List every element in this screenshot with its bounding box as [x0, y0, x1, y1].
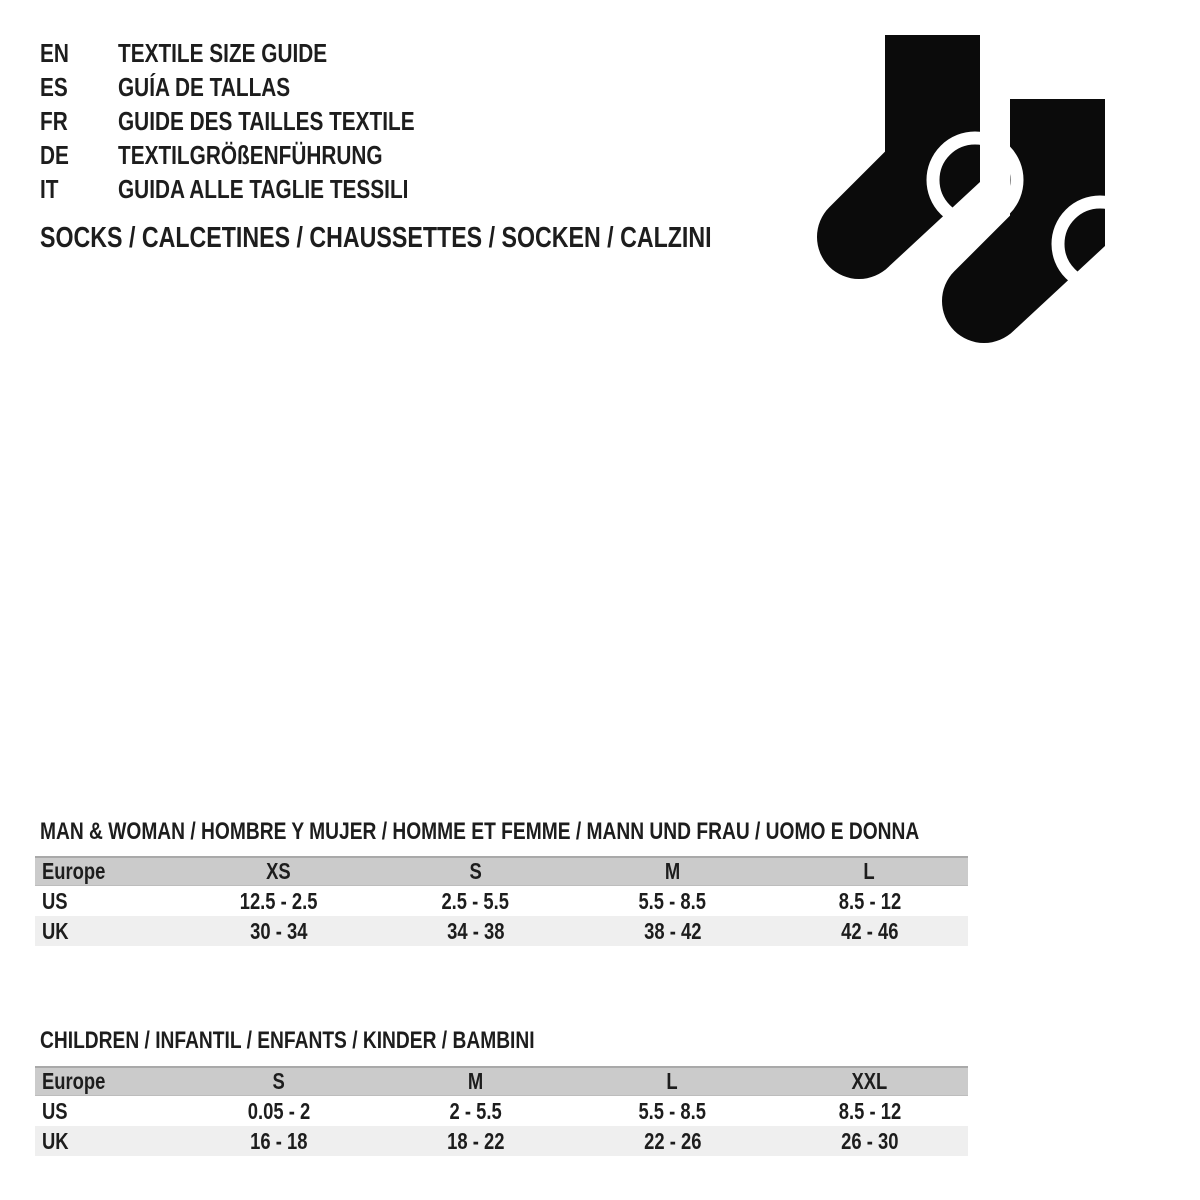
table-row-uk: [35, 916, 968, 946]
size-value: 0.05 - 2: [247, 1097, 310, 1124]
table-row-us: [35, 1096, 968, 1126]
product-heading-text: SOCKS / CALCETINES / CHAUSSETTES / SOCKEN / CALZINI: [40, 222, 712, 254]
size-value: 2 - 5.5: [449, 1097, 502, 1124]
language-row-en: [40, 36, 489, 70]
size-table-adult: [35, 856, 968, 946]
region-label: UK: [42, 917, 69, 944]
sock-back: [817, 35, 980, 279]
table-row-us: [35, 886, 968, 916]
column-header: L: [666, 1067, 679, 1094]
language-list: [40, 36, 489, 206]
size-value: 16 - 18: [249, 1127, 308, 1154]
language-row-es: [40, 70, 489, 104]
region-label: UK: [42, 1127, 69, 1154]
language-label: GUIDE DES TAILLES TEXTILE: [118, 105, 415, 136]
language-row-fr: [40, 104, 489, 138]
size-value: 18 - 22: [446, 1127, 505, 1154]
language-label: GUIDA ALLE TAGLIE TESSILI: [118, 173, 409, 204]
region-label: US: [42, 887, 68, 914]
size-value: 26 - 30: [840, 1127, 899, 1154]
column-header: M: [664, 857, 681, 884]
size-value: 22 - 26: [643, 1127, 702, 1154]
size-value: 5.5 - 8.5: [638, 1097, 707, 1124]
size-value: 2.5 - 5.5: [441, 887, 510, 914]
table-title-adult: MAN & WOMAN / HOMBRE Y MUJER / HOMME ET FEMME / MANN UND FRAU / UOMO E DONNA: [40, 818, 920, 845]
column-header: Europe: [42, 1067, 106, 1094]
size-value: 8.5 - 12: [838, 887, 901, 914]
table-row-uk: [35, 1126, 968, 1156]
language-row-de: [40, 138, 489, 172]
socks-icon: [815, 35, 1135, 370]
language-label: TEXTILE SIZE GUIDE: [118, 37, 328, 68]
size-value: 30 - 34: [249, 917, 308, 944]
language-code: DE: [40, 139, 69, 170]
region-label: US: [42, 1097, 68, 1124]
language-code: IT: [40, 173, 59, 204]
table-title-children: CHILDREN / INFANTIL / ENFANTS / KINDER / BAMBINI: [40, 1027, 535, 1054]
product-heading: [40, 222, 879, 255]
language-code: ES: [40, 71, 68, 102]
size-value: 38 - 42: [643, 917, 702, 944]
language-label: GUÍA DE TALLAS: [118, 71, 291, 102]
column-header: M: [467, 1067, 484, 1094]
table-header-row: [35, 856, 968, 886]
column-header: Europe: [42, 857, 106, 884]
size-value: 34 - 38: [446, 917, 505, 944]
language-code: FR: [40, 105, 68, 136]
size-table-children: [35, 1066, 968, 1156]
language-row-it: [40, 172, 489, 206]
column-header: L: [863, 857, 876, 884]
column-header: XXL: [851, 1067, 888, 1094]
size-value: 5.5 - 8.5: [638, 887, 707, 914]
size-value: 42 - 46: [840, 917, 899, 944]
size-value: 8.5 - 12: [838, 1097, 901, 1124]
size-value: 12.5 - 2.5: [239, 887, 318, 914]
language-code: EN: [40, 37, 69, 68]
column-header: S: [469, 857, 482, 884]
column-header: S: [272, 1067, 285, 1094]
language-label: TEXTILGRÖßENFÜHRUNG: [118, 139, 383, 170]
table-header-row: [35, 1066, 968, 1096]
column-header: XS: [266, 857, 291, 884]
